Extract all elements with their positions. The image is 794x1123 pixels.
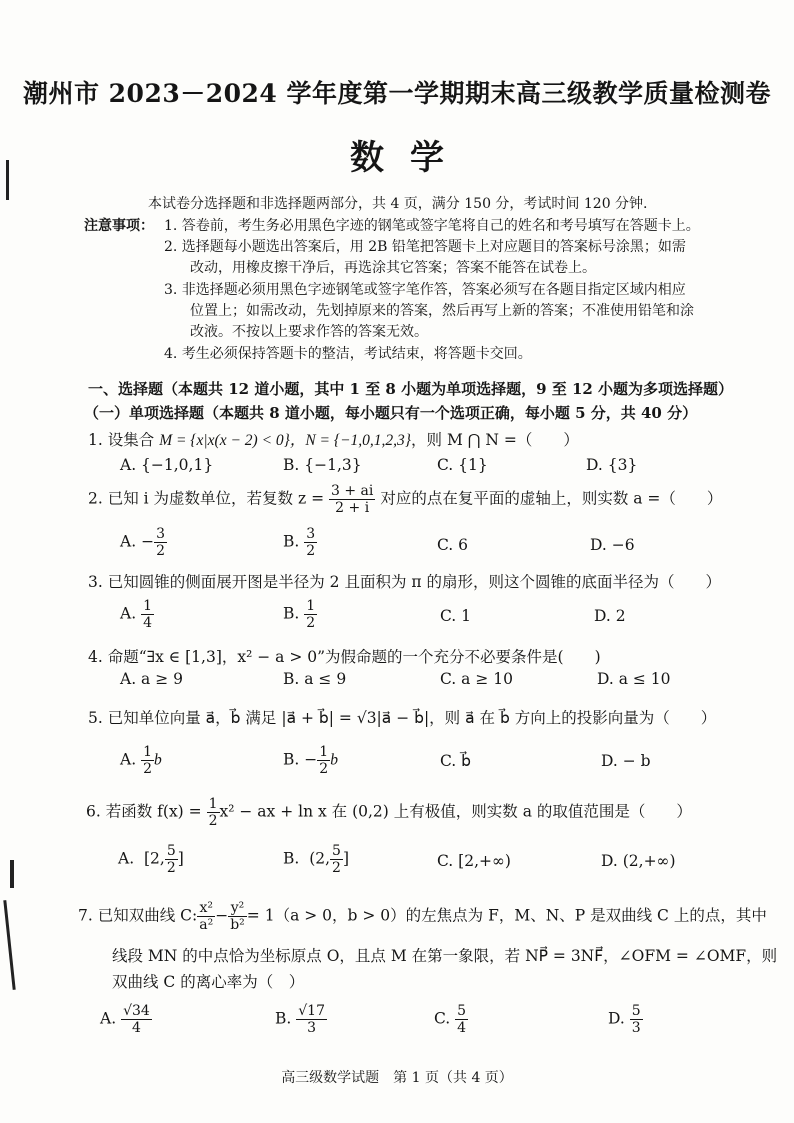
question-number: 7. <box>78 906 93 925</box>
question-text: 已知单位向量 a⃗，b⃗ 满足 |a⃗ + b⃗| = √3|a⃗ − b⃗|，则 a⃗ 在 b⃗ 方向上的投影向量为（ ） <box>107 709 717 727</box>
q4-option-a: A. a ≥ 9 <box>120 670 183 688</box>
q5-option-d: D. − b <box>601 752 651 770</box>
question-number: 5. <box>88 709 103 727</box>
q2-option-a: A. − $\frac{3}{2}$ <box>120 526 165 560</box>
q7-option-c: C. $\frac{5}{4}$ <box>434 1003 467 1037</box>
q4-option-c: C. a ≥ 10 <box>440 670 513 688</box>
subsection-heading: （一）单项选择题（本题共 8 道小题，每小题只有一个选项正确，每小题 5 分，共 40 分） <box>84 404 698 422</box>
q5-option-a: A. $\frac{1}{2}$ b⃗ <box>120 744 174 778</box>
notice-line-2: 2. 选择题每小题选出答案后，用 2B 铅笔把答题卡上对应题目的答案标号涂黑；如需 <box>164 239 686 255</box>
fraction: $\frac{\text{x²}}{\text{a²}}$ <box>199 900 214 934</box>
question-5 <box>88 706 716 728</box>
q4-option-d: D. a ≤ 10 <box>597 670 671 688</box>
q3-option-c: C. 1 <box>440 607 472 625</box>
q1-option-a: A. {−1,0,1} <box>120 456 214 474</box>
scan-mark-mid <box>10 860 14 888</box>
question-7-line-3: 双曲线 C 的离心率为（ ） <box>112 973 305 991</box>
question-text: = 1（a > 0，b > 0）的左焦点为 F，M、N、P 是双曲线 C 上的点，其中 <box>246 906 767 925</box>
notice-line-4: 3. 非选择题必须用黑色字迹钢笔或签字笔作答，答案必须写在各题目指定区域内相应 <box>164 282 686 298</box>
subject-title: 数学 <box>350 138 470 178</box>
q2-option-c: C. 6 <box>437 536 469 554</box>
fraction: $\frac{\text{y²}}{\text{b²}}$ <box>230 900 245 934</box>
question-text: 对应的点在复平面的虚轴上，则实数 a =（ ） <box>380 489 723 508</box>
q3-option-d: D. 2 <box>594 607 626 625</box>
q6-option-c: C. [2,+∞) <box>437 852 511 870</box>
q6-option-d: D. (2,+∞) <box>601 852 676 870</box>
q6-option-a: A. [2, $\frac{5}{2}$ ] <box>118 843 184 877</box>
fraction: $\frac{3 + ai}{2 + i}$ <box>331 483 374 517</box>
question-number: 2. <box>88 489 103 508</box>
question-4 <box>88 645 601 667</box>
question-text: ，则 M ⋂ N =（ ） <box>411 431 579 449</box>
q2-option-d: D. −6 <box>590 536 635 554</box>
question-text: 设集合 <box>107 431 155 449</box>
notice-label: 注意事项： <box>84 218 154 234</box>
q3-option-a: A. $\frac{1}{4}$ <box>120 598 152 632</box>
question-1 <box>88 428 579 450</box>
q1-option-b: B. {−1,3} <box>283 456 362 474</box>
scan-mark-bottom <box>3 900 15 990</box>
question-7: 7. 已知双曲线 C: $\frac{\text{x²}}{\text{a²}}$ − $\frac{\text{y²}}{\text{b²}}$ = 1（a > 0，b > 0）的左焦点为 F，M、N、P 是双曲线 C 上的点，其中 <box>78 900 767 934</box>
q6-option-b: B. (2, $\frac{5}{2}$ ] <box>283 843 350 877</box>
q1-option-c: C. {1} <box>437 456 488 474</box>
intro-text: 本试卷分选择题和非选择题两部分，共 4 页，满分 150 分，考试时间 120 分钟. <box>148 196 648 212</box>
question-number: 6. <box>86 802 101 821</box>
question-text: 已知双曲线 C: <box>97 906 198 925</box>
q5-option-b: B. − $\frac{1}{2}$ b⃗ <box>283 744 350 778</box>
q1-option-d: D. {3} <box>586 456 638 474</box>
q7-option-a: A. $\frac{√34}{4}$ <box>100 1003 150 1037</box>
notice-line-6: 改液。不按以上要求作答的答案无效。 <box>190 324 428 340</box>
question-6 <box>86 796 692 829</box>
page-footer: 高三级数学试题 第 1 页（共 4 页） <box>281 1070 513 1086</box>
q3-option-b: B. $\frac{1}{2}$ <box>283 598 316 632</box>
question-text: 已知 i 为虚数单位，若复数 z = <box>107 489 325 508</box>
question-math: M = {x|x(x − 2) < 0}，N = {−1,0,1,2,3} <box>159 432 412 449</box>
question-number: 3. <box>88 573 103 591</box>
question-2 <box>88 483 722 516</box>
q2-option-b: B. $\frac{3}{2}$ <box>283 526 316 560</box>
notice-line-1: 1. 答卷前，考生务必用黑色字迹的钢笔或签字笔将自己的姓名和考号填写在答题卡上。 <box>164 218 700 234</box>
section-heading: 一、选择题（本题共 12 道小题，其中 1 至 8 小题为单项选择题，9 至 12 小题为多项选择题） <box>88 380 734 398</box>
notice-line-5: 位置上；如需改动，先划掉原来的答案，然后再写上新的答案；不准使用铅笔和涂 <box>190 303 694 319</box>
question-7-line-2: 线段 MN 的中点恰为坐标原点 O，且点 M 在第一象限，若 NP⃗ = 3NF⃗，∠OFM = ∠OMF，则 <box>112 947 778 965</box>
question-number: 4. <box>88 648 103 666</box>
q7-option-b: B. $\frac{√17}{3}$ <box>275 1003 326 1037</box>
question-text: x² − ax + ln x 在 (0,2) 上有极值，则实数 a 的取值范围是（ ） <box>219 802 692 821</box>
notice-line-3: 改动，用橡皮擦干净后，再选涂其它答案；答案不能答在试卷上。 <box>190 260 596 276</box>
fraction: $\frac{1}{2}$ <box>208 796 218 830</box>
page-title: 潮州市 2023－2024 学年度第一学期期末高三级教学质量检测卷 <box>22 79 772 108</box>
question-3 <box>88 570 721 592</box>
question-text: 已知圆锥的侧面展开图是半径为 2 且面积为 π 的扇形，则这个圆锥的底面半径为（ ） <box>107 573 721 591</box>
question-number: 1. <box>88 431 103 449</box>
notice-line-7: 4. 考生必须保持答题卡的整洁，考试结束，将答题卡交回。 <box>164 346 532 362</box>
q7-option-d: D. $\frac{5}{3}$ <box>608 1003 641 1037</box>
q4-option-b: B. a ≤ 9 <box>283 670 347 688</box>
question-text: 命题“∃x ∈ [1,3]，x² − a > 0”为假命题的一个充分不必要条件是( ) <box>107 648 601 666</box>
question-text: 若函数 f(x) = <box>105 802 202 821</box>
q5-option-c: C. b⃗ <box>440 752 471 770</box>
